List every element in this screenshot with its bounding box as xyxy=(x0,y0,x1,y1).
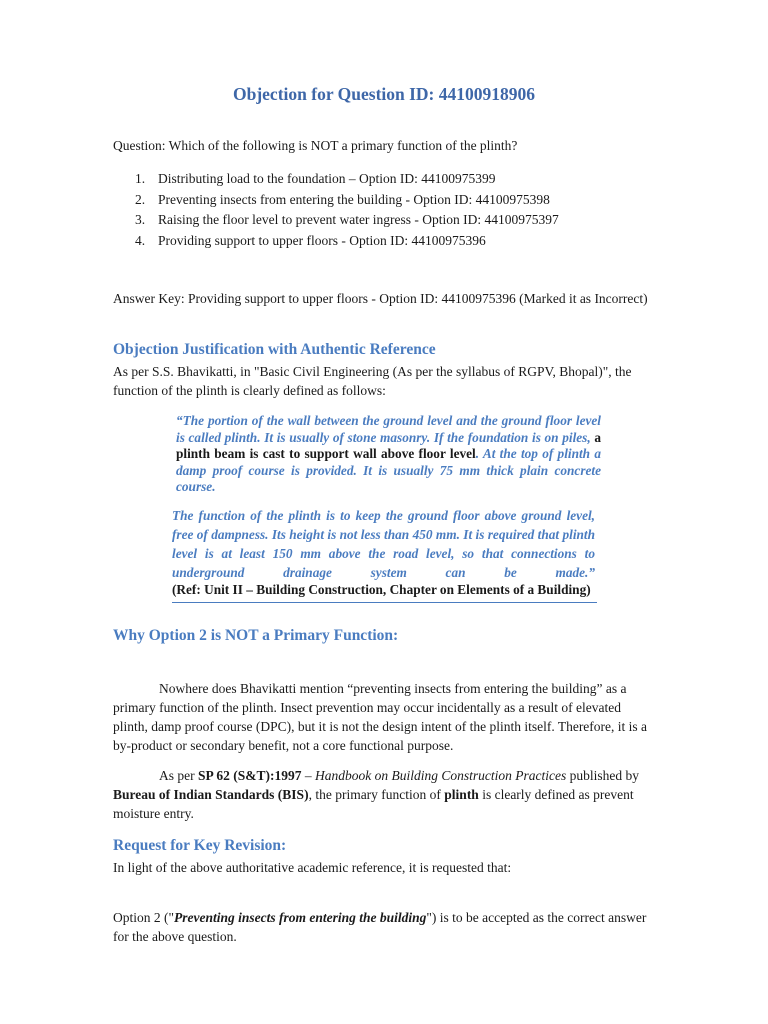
page-title: Objection for Question ID: 44100918906 xyxy=(232,84,536,104)
reference-citation: (Ref: Unit II – Building Construction, Chapter on Elements of a Building) xyxy=(172,582,597,603)
text-run-bold: plinth xyxy=(444,787,479,802)
quote-block-2: The function of the plinth is to keep the ground floor above ground level, free of dampness. Its height is not less than 450 mm. It is required that plinth level is at least 150 mm above the road level, so that connections to underground drainage system can be made.” xyxy=(172,508,595,580)
list-item xyxy=(113,210,559,231)
option-number: 1. xyxy=(135,171,146,186)
why-paragraph: Nowhere does Bhavikatti mention “preventing insects from entering the building” as a primary function of the plinth. Insect prevention may occur incidentally as a result of elevated plinth, damp proof course (DPC), but it is not the design intent of the plinth itself. Therefore, it is a by-product or secondary benefit, not a core functional purpose. xyxy=(113,681,648,753)
text-run-bold: SP 62 (S&T):1997 xyxy=(198,768,302,783)
list-item xyxy=(113,231,559,252)
justification-intro: As per S.S. Bhavikatti, in "Basic Civil Engineering (As per the syllabus of RGPV, Bhopal)", the function of the plinth is clearly defined as follows: xyxy=(113,364,632,398)
why-heading: Why Option 2 is NOT a Primary Function: xyxy=(113,627,399,644)
option-text: Raising the floor level to prevent water ingress - Option ID: 44100975397 xyxy=(158,212,559,227)
question-text: Question: Which of the following is NOT a primary function of the plinth? xyxy=(113,138,518,153)
option-number: 2. xyxy=(135,191,146,207)
option-text: Preventing insects from entering the building - Option ID: 44100975398 xyxy=(158,191,550,207)
quote-block-1 xyxy=(176,413,601,496)
option-number: 3. xyxy=(135,212,146,227)
option-text: Providing support to upper floors - Option ID: 44100975396 xyxy=(158,232,486,248)
quote-text: “The portion of the wall between the ground level and the ground floor level is called plinth. It is usually of stone masonry. If the foundation is on piles, xyxy=(176,413,601,445)
list-item xyxy=(113,169,559,190)
text-run: is clearly defined as prevent moisture entry. xyxy=(113,787,634,821)
text-run: published by xyxy=(566,768,639,783)
answer-key: Answer Key: Providing support to upper floors - Option ID: 44100975396 (Marked it as Incorrect) xyxy=(113,291,648,306)
text-run: As per xyxy=(159,768,198,783)
text-run: Option 2 (" xyxy=(113,910,175,925)
options-list xyxy=(113,169,559,251)
final-paragraph xyxy=(113,908,658,946)
request-heading: Request for Key Revision: xyxy=(113,837,287,854)
text-run-bold: Bureau of Indian Standards (BIS) xyxy=(113,787,309,802)
request-intro: In light of the above authoritative academic reference, it is requested that: xyxy=(113,860,512,875)
option-number: 4. xyxy=(135,232,146,248)
quote-text: . At the top of plinth a damp proof course is provided. It is usually 75 mm thick plain concrete course. xyxy=(176,446,601,494)
text-run: , the primary function of xyxy=(308,787,445,802)
list-item xyxy=(113,190,559,211)
text-run: ") is to be accepted as the correct answer for the above question. xyxy=(113,910,647,944)
text-run: – xyxy=(301,768,316,783)
justification-heading: Objection Justification with Authentic Reference xyxy=(113,341,436,358)
text-run-bold-italic: Preventing insects from entering the building xyxy=(174,910,427,925)
option-text: Distributing load to the foundation – Option ID: 44100975399 xyxy=(158,171,496,186)
quote-emphasis: a plinth beam is cast to support wall above floor level xyxy=(176,429,601,461)
text-run-italic: Handbook on Building Construction Practices xyxy=(315,768,567,783)
sp62-paragraph xyxy=(113,766,658,823)
